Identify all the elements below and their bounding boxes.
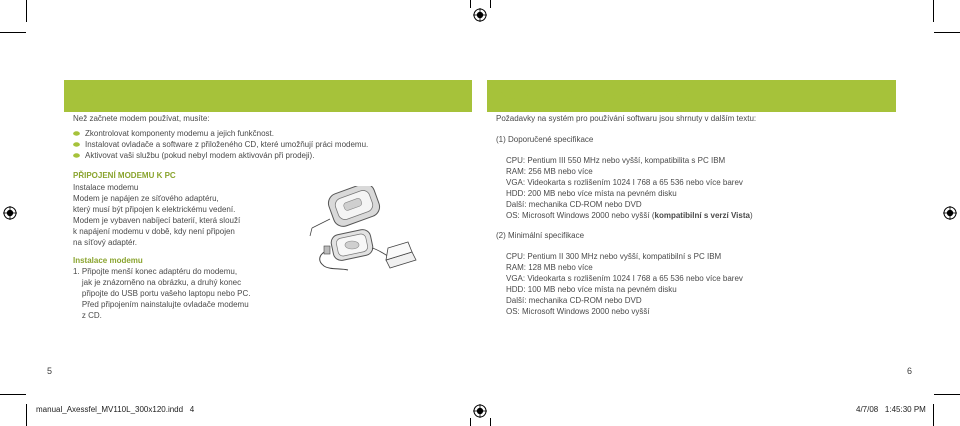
crop-mark (470, 418, 471, 426)
connection-line: který musí být připojen k elektrickému vedení. (73, 205, 236, 214)
crop-mark (933, 0, 934, 22)
left-header-bar (64, 80, 472, 112)
bullet-list (73, 128, 368, 161)
spec-line: VGA: Videokarta s rozlišením 1024 I 768 a 65 536 nebo více barev (506, 178, 743, 187)
connection-line: k napájení modemu v době, kdy není připojen (73, 227, 235, 236)
recommended-heading: (1) Doporučené specifikace (496, 135, 594, 144)
registration-mark-icon (473, 404, 487, 418)
spec-line: HDD: 100 MB nebo více místa na pevném disku (506, 285, 677, 294)
laptop (386, 242, 416, 268)
spec-line: VGA: Videokarta s rozlišením 1024 I 768 a 65 536 nebo více barev (506, 274, 743, 283)
modem-bottom (330, 228, 375, 262)
crop-mark (934, 32, 960, 33)
leaf-bullet-icon (73, 142, 80, 147)
connection-line: Instalace modemu (73, 183, 139, 192)
registration-mark-icon (943, 206, 957, 220)
install-heading: Instalace modemu (73, 256, 143, 265)
crop-mark (934, 394, 960, 395)
spec-line: RAM: 256 MB nebo více (506, 167, 593, 176)
spec-line: RAM: 128 MB nebo více (506, 263, 593, 272)
crop-mark (26, 404, 27, 426)
leaf-bullet-icon (73, 131, 80, 136)
modem-illustration (300, 186, 418, 274)
list-item (73, 128, 368, 139)
crop-mark (490, 418, 491, 426)
connection-line: na síťový adaptér. (73, 238, 137, 247)
install-line: připojte do USB portu vašeho laptopu nebo PC. (73, 289, 251, 298)
recommended-specs (506, 155, 753, 221)
connection-heading: PŘIPOJENÍ MODEMU K PC (73, 171, 176, 180)
registration-mark-icon (3, 206, 17, 220)
registration-mark-icon (473, 8, 487, 22)
bullet-text: Aktivovat vaši službu (pokud nebyl modem aktivován při prodeji). (85, 151, 315, 160)
modem-top (310, 186, 382, 236)
crop-mark (0, 394, 26, 395)
os-prefix: OS: Microsoft Windows 2000 nebo vyšší ( (506, 211, 655, 220)
install-steps (73, 266, 250, 321)
file-slug: manual_Axessfel_MV110L_300x120.indd 4 (36, 405, 195, 414)
bullet-text: Zkontrolovat komponenty modemu a jejich funkčnost. (85, 129, 274, 138)
list-item (73, 139, 368, 150)
minimum-heading: (2) Minimální specifikace (496, 231, 585, 240)
install-line: jak je znázorněno na obrázku, a druhý konec (73, 278, 242, 287)
crop-mark (490, 0, 491, 8)
spec-line-os (506, 210, 753, 221)
intro-text: Než začnete modem používat, musíte: (73, 114, 210, 123)
page-number-right: 6 (907, 366, 913, 376)
os-suffix: ) (749, 211, 753, 220)
requirements-intro: Požadavky na systém pro používání softwaru jsou shrnuty v dalším textu: (496, 114, 757, 123)
page-number-left: 5 (47, 366, 53, 376)
spec-line: Další: mechanika CD-ROM nebo DVD (506, 296, 642, 305)
install-line: 1. Připojte menší konec adaptéru do modemu, (73, 267, 238, 276)
leaf-bullet-icon (73, 153, 80, 158)
spec-line: Další: mechanika CD-ROM nebo DVD (506, 200, 642, 209)
connection-paragraph (73, 182, 240, 248)
spec-line: HDD: 200 MB nebo více místa na pevném disku (506, 189, 677, 198)
spec-line: CPU: Pentium II 300 MHz nebo vyšší, kompatibilní s PC IBM (506, 252, 722, 261)
os-vista: kompatibilní s verzí Vista (654, 211, 750, 220)
crop-mark (26, 0, 27, 22)
install-line: Před připojením nainstalujte ovladače modemu (73, 300, 249, 309)
install-line: z CD. (73, 311, 102, 320)
spec-line: OS: Microsoft Windows 2000 nebo vyšší (506, 307, 650, 316)
connection-line: Modem je napájen ze síťového adaptéru, (73, 194, 219, 203)
start-heading: START (73, 88, 112, 102)
list-item (73, 150, 368, 161)
spec-line: CPU: Pentium III 550 MHz nebo vyšší, kompatibilita s PC IBM (506, 156, 726, 165)
bullet-text: Instalovat ovladače a software z přiloženého CD, které umožňují práci modemu. (85, 140, 369, 149)
date-slug: 4/7/08 1:45:30 PM (856, 405, 926, 414)
software-heading: INSTALACE SOFTWARU MODEMU (496, 88, 692, 102)
crop-mark (0, 32, 26, 33)
minimum-specs (506, 251, 743, 317)
connection-line: Modem je vybaven nabíjecí baterií, která slouží (73, 216, 241, 225)
crop-mark (470, 0, 471, 8)
crop-mark (933, 404, 934, 426)
